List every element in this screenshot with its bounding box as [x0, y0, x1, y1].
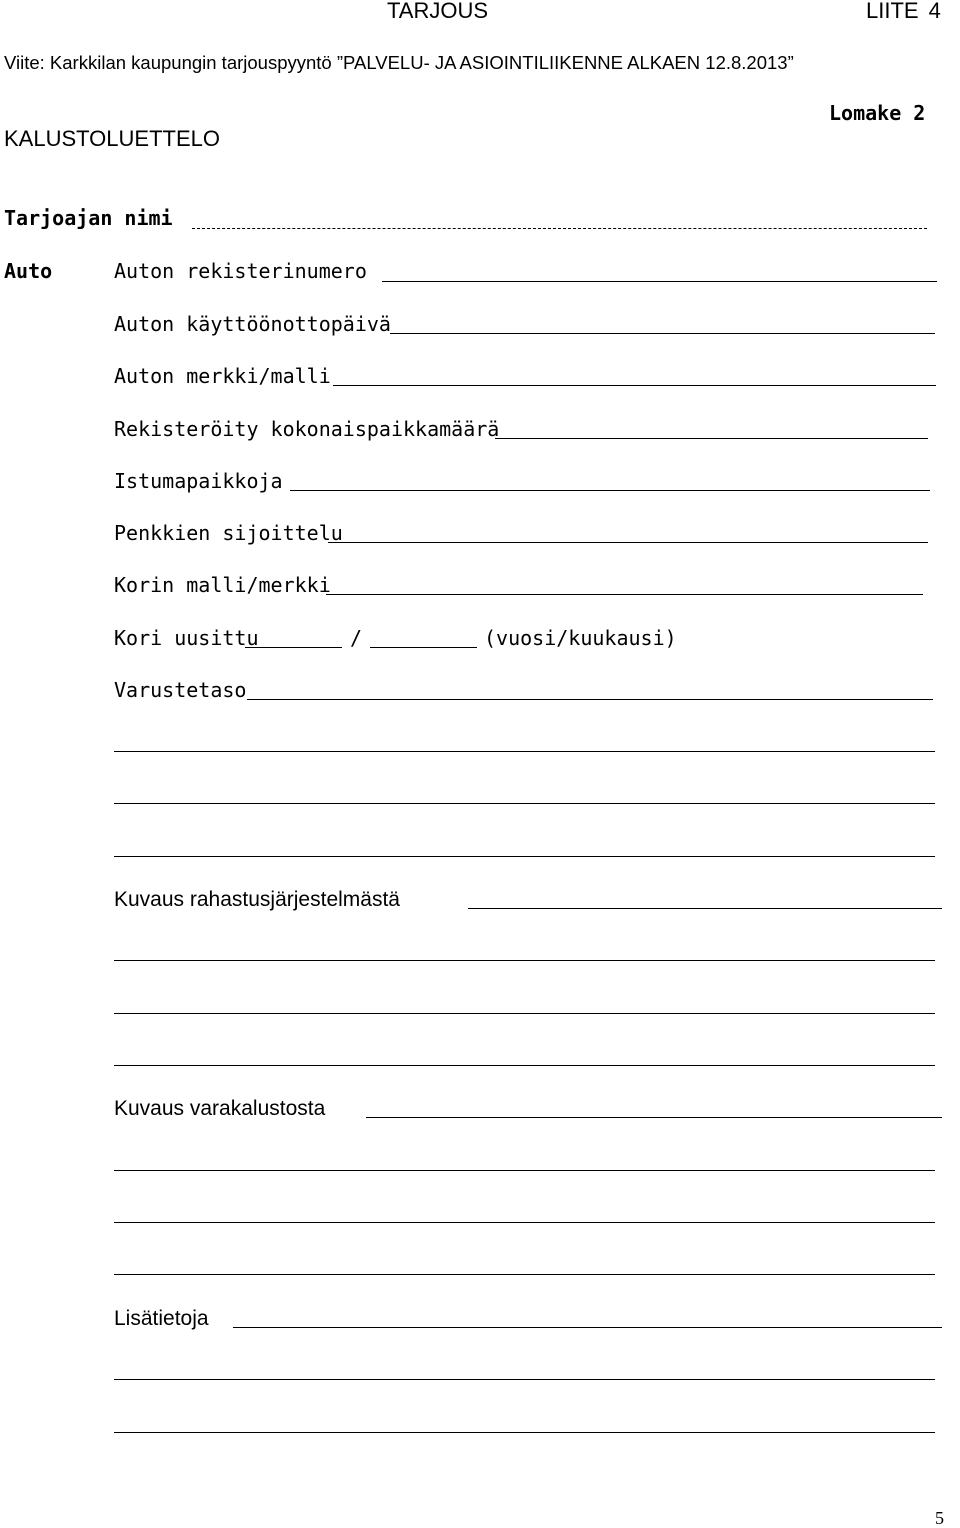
- body-make-model-field[interactable]: [326, 594, 923, 595]
- total-seats-field[interactable]: [495, 438, 928, 439]
- make-model-field[interactable]: [333, 385, 936, 386]
- payment-system-field-line-2[interactable]: [114, 960, 935, 961]
- commissioning-date-field[interactable]: [390, 333, 935, 334]
- registration-number-label: Auton rekisterinumero: [114, 259, 367, 283]
- equipment-label: Varustetaso: [114, 678, 247, 702]
- additional-info-field[interactable]: [233, 1327, 942, 1328]
- commissioning-date-label: Auton käyttöönottopäivä: [114, 312, 391, 336]
- body-renewed-separator: /: [350, 626, 363, 650]
- registration-number-field[interactable]: [382, 281, 937, 282]
- bidder-name-label: Tarjoajan nimi: [4, 206, 173, 230]
- form-number: Lomake 2: [829, 101, 926, 125]
- make-model-label: Auton merkki/malli: [114, 364, 331, 388]
- page-number: 5: [935, 1508, 944, 1528]
- body-make-model-label: Korin malli/merkki: [114, 573, 331, 597]
- equipment-field[interactable]: [247, 699, 933, 700]
- spare-fleet-field-line-2[interactable]: [114, 1170, 935, 1171]
- additional-info-field-line-3[interactable]: [114, 1432, 935, 1433]
- body-renewed-hint: (vuosi/kuukausi): [484, 626, 677, 650]
- total-seats-label: Rekisteröity kokonaispaikkamäärä: [114, 417, 500, 441]
- equipment-field-line-2[interactable]: [114, 751, 935, 752]
- payment-system-label: Kuvaus rahastusjärjestelmästä: [114, 888, 400, 911]
- payment-system-field-line-4[interactable]: [114, 1065, 935, 1066]
- additional-info-field-line-2[interactable]: [114, 1379, 935, 1380]
- spare-fleet-field-line-4[interactable]: [114, 1274, 935, 1275]
- spare-fleet-field-line-3[interactable]: [114, 1222, 935, 1223]
- reference-line: Viite: Karkkilan kaupungin tarjouspyyntö ”PALVELU- JA ASIOINTILIIKENNE ALKAEN 12.8.2013”: [4, 52, 794, 73]
- payment-system-field-line-3[interactable]: [114, 1013, 935, 1014]
- bidder-name-field[interactable]: [192, 228, 927, 229]
- payment-system-field[interactable]: [468, 908, 942, 909]
- equipment-field-line-4[interactable]: [114, 856, 935, 857]
- bench-layout-field[interactable]: [328, 542, 928, 543]
- body-renewed-month-field[interactable]: [370, 647, 477, 648]
- additional-info-label: Lisätietoja: [114, 1307, 209, 1330]
- vehicle-section-label: Auto: [4, 259, 53, 283]
- spare-fleet-label: Kuvaus varakalustosta: [114, 1097, 326, 1120]
- seats-label: Istumapaikkoja: [114, 469, 283, 493]
- document-title: TARJOUS: [387, 0, 489, 23]
- spare-fleet-field[interactable]: [366, 1117, 942, 1118]
- equipment-field-line-3[interactable]: [114, 803, 935, 804]
- body-renewed-label: Kori uusittu: [114, 626, 259, 650]
- appendix-label: LIITE 4: [866, 0, 941, 23]
- body-renewed-year-field[interactable]: [245, 647, 342, 648]
- seats-field[interactable]: [290, 490, 930, 491]
- section-title: KALUSTOLUETTELO: [4, 126, 220, 151]
- bench-layout-label: Penkkien sijoittelu: [114, 521, 343, 545]
